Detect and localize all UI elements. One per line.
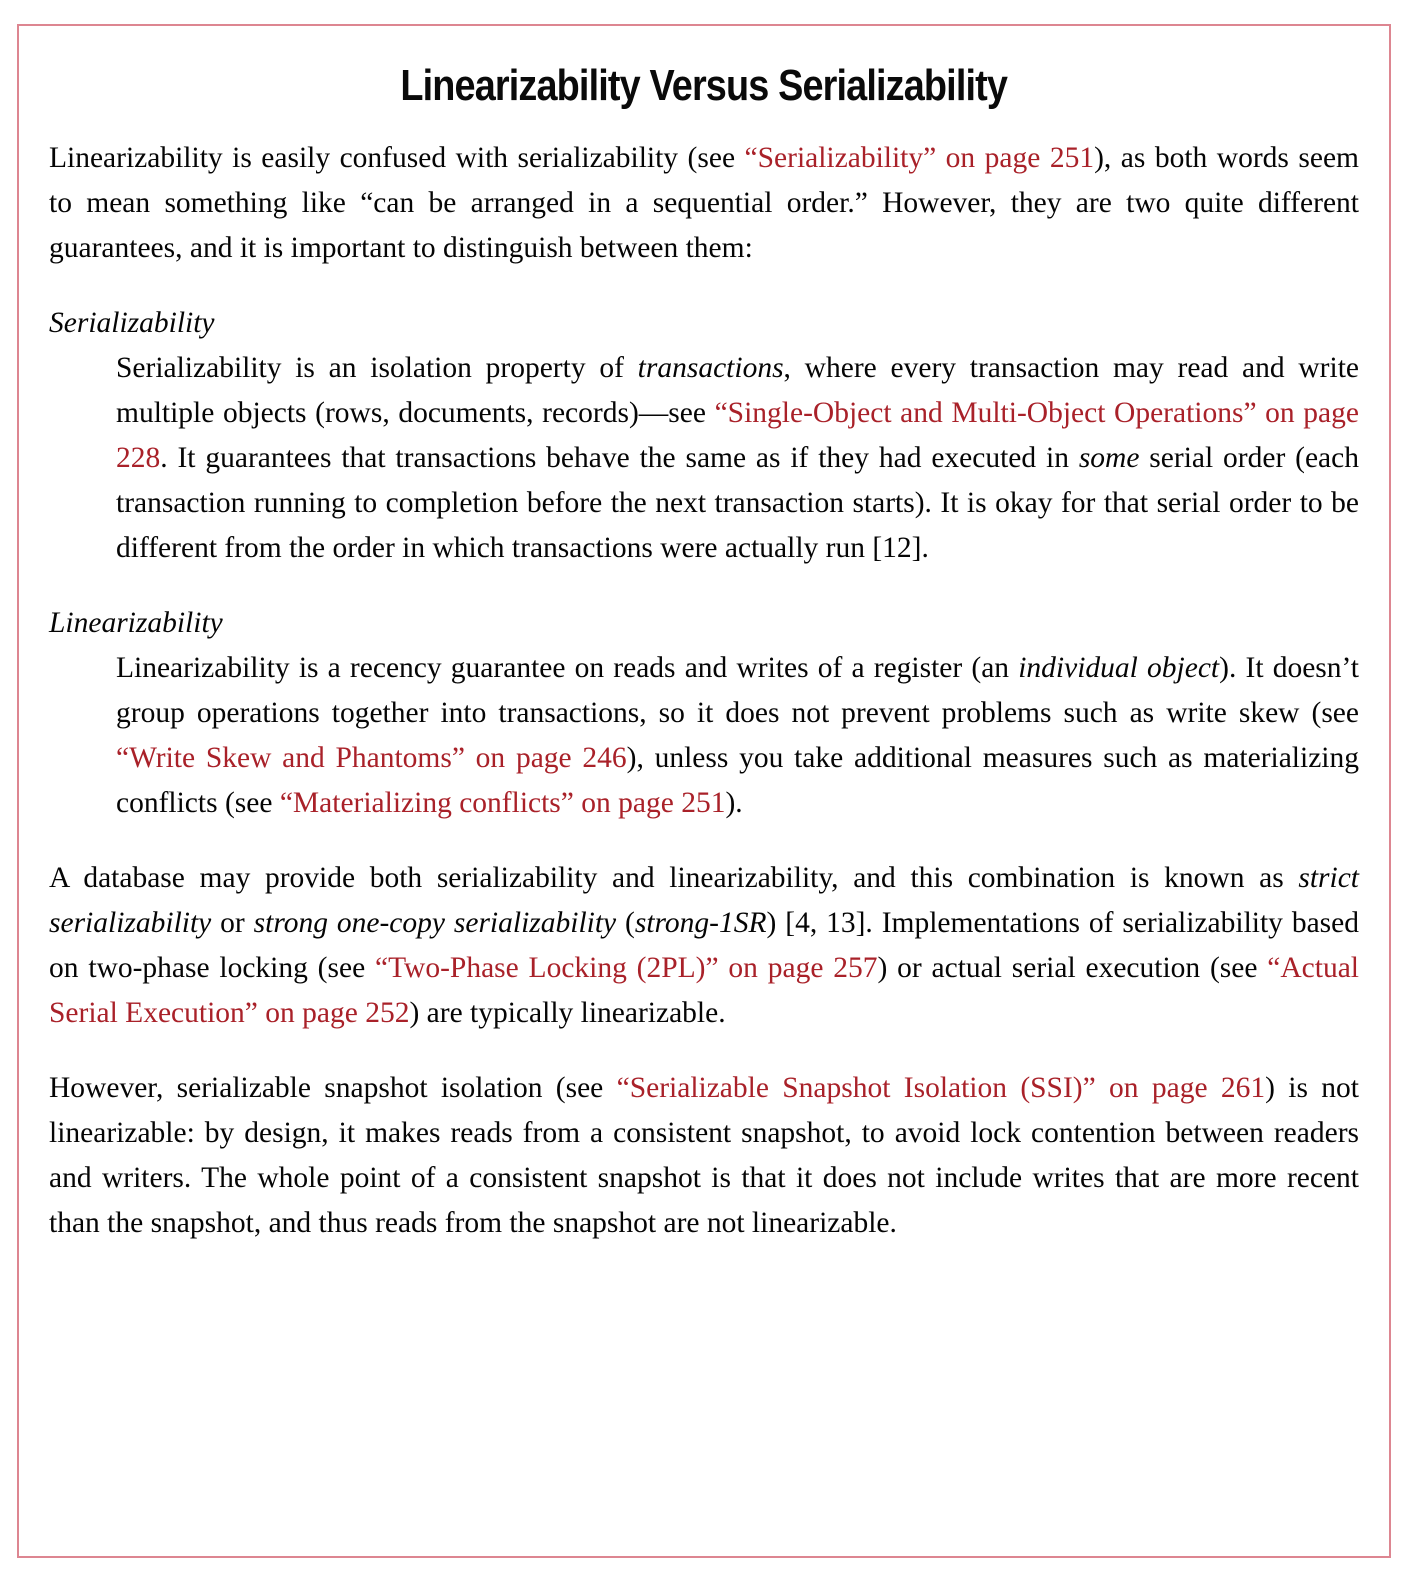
definition-heading-serializability: Serializability [49,307,215,339]
strict-text: ( [616,907,635,939]
serializability-definition-paragraph [116,346,1359,571]
emphasis-some: some [1078,442,1140,474]
linearizability-definition-paragraph [116,646,1359,826]
intro-paragraph [49,136,1359,271]
emphasis-individual-object: individual object [1018,652,1220,684]
ssi-text: ) is not linearizable: by design, it makes reads from a consistent snapshot, to avoid lock contention between readers and writers. The whole point of a consistent snapshot is that it does not include writes that are more recent than the snapshot, and thus reads from the snapshot are not linearizable. [49,1072,1359,1239]
strict-text: ) or actual serial execution (see [877,952,1268,984]
strict-text: A database may provide both serializability and linearizability, and this combination is known as [49,862,1299,894]
serializability-text: Serializability is an isolation property of [116,352,638,384]
xref-single-object-multi-object-p228[interactable]: “Single-Object and Multi-Object Operations” on page 228 [116,397,1359,474]
emphasis-strong-1sr: strong-1SR [634,907,767,939]
linearizability-text: ). [725,787,743,819]
emphasis-strong-one-copy-serializability: strong one-copy serializability [253,907,617,939]
intro-text: ), as both words seem to mean something like “can be arranged in a sequential order.” However, they are two quite different guarantees, and it is important to distinguish between them: [49,142,1360,264]
strict-text: ) [4, 13]. Implementations of serializability based on two-phase locking (see [49,907,1359,984]
emphasis-transactions: transactions [637,352,784,384]
box-title-text: Linearizability Versus Serializability [400,61,1008,110]
ssi-text: However, serializable snapshot isolation (see [49,1072,617,1104]
definition-heading-linearizability: Linearizability [49,607,223,639]
callout-box [17,24,1391,1558]
xref-materializing-conflicts-p251[interactable]: “Materializing conflicts” on page 251 [279,787,726,819]
linearizability-text: Linearizability is a recency guarantee on reads and writes of a register (an [116,652,1019,684]
linearizability-text: ). It doesn’t group operations together into transactions, so it does not prevent problems such as write skew (see [116,652,1359,729]
linearizability-text: ), unless you take additional measures such as materializing conflicts (see [116,742,1359,819]
serializability-text: , where every transaction may read and write multiple objects (rows, documents, records)—see [116,352,1359,429]
intro-text: Linearizability is easily confused with serializability (see [49,142,745,174]
strict-text: ) are typically linearizable. [409,997,726,1029]
xref-serializable-snapshot-isolation-p261[interactable]: “Serializable Snapshot Isolation (SSI)” on page 261 [616,1072,1266,1104]
xref-serializability-p251[interactable]: “Serializability” on page 251 [744,142,1095,174]
xref-two-phase-locking-p257[interactable]: “Two-Phase Locking (2PL)” on page 257 [374,952,878,984]
ssi-paragraph [49,1066,1359,1246]
box-title [49,60,1359,112]
xref-actual-serial-execution-p252[interactable]: “Actual Serial Execution” on page 252 [49,952,1360,1029]
emphasis-strict-serializability: strict serializability [49,862,1359,939]
strict-serializability-paragraph [49,856,1359,1036]
serializability-text: serial order (each transaction running to completion before the next transaction starts). It is okay for that serial order to be different from the order in which transactions were actually run [12]. [116,442,1359,564]
strict-text: or [211,907,254,939]
xref-write-skew-phantoms-p246[interactable]: “Write Skew and Phantoms” on page 246 [116,742,627,774]
serializability-text: . It guarantees that transactions behave the same as if they had executed in [160,442,1079,474]
